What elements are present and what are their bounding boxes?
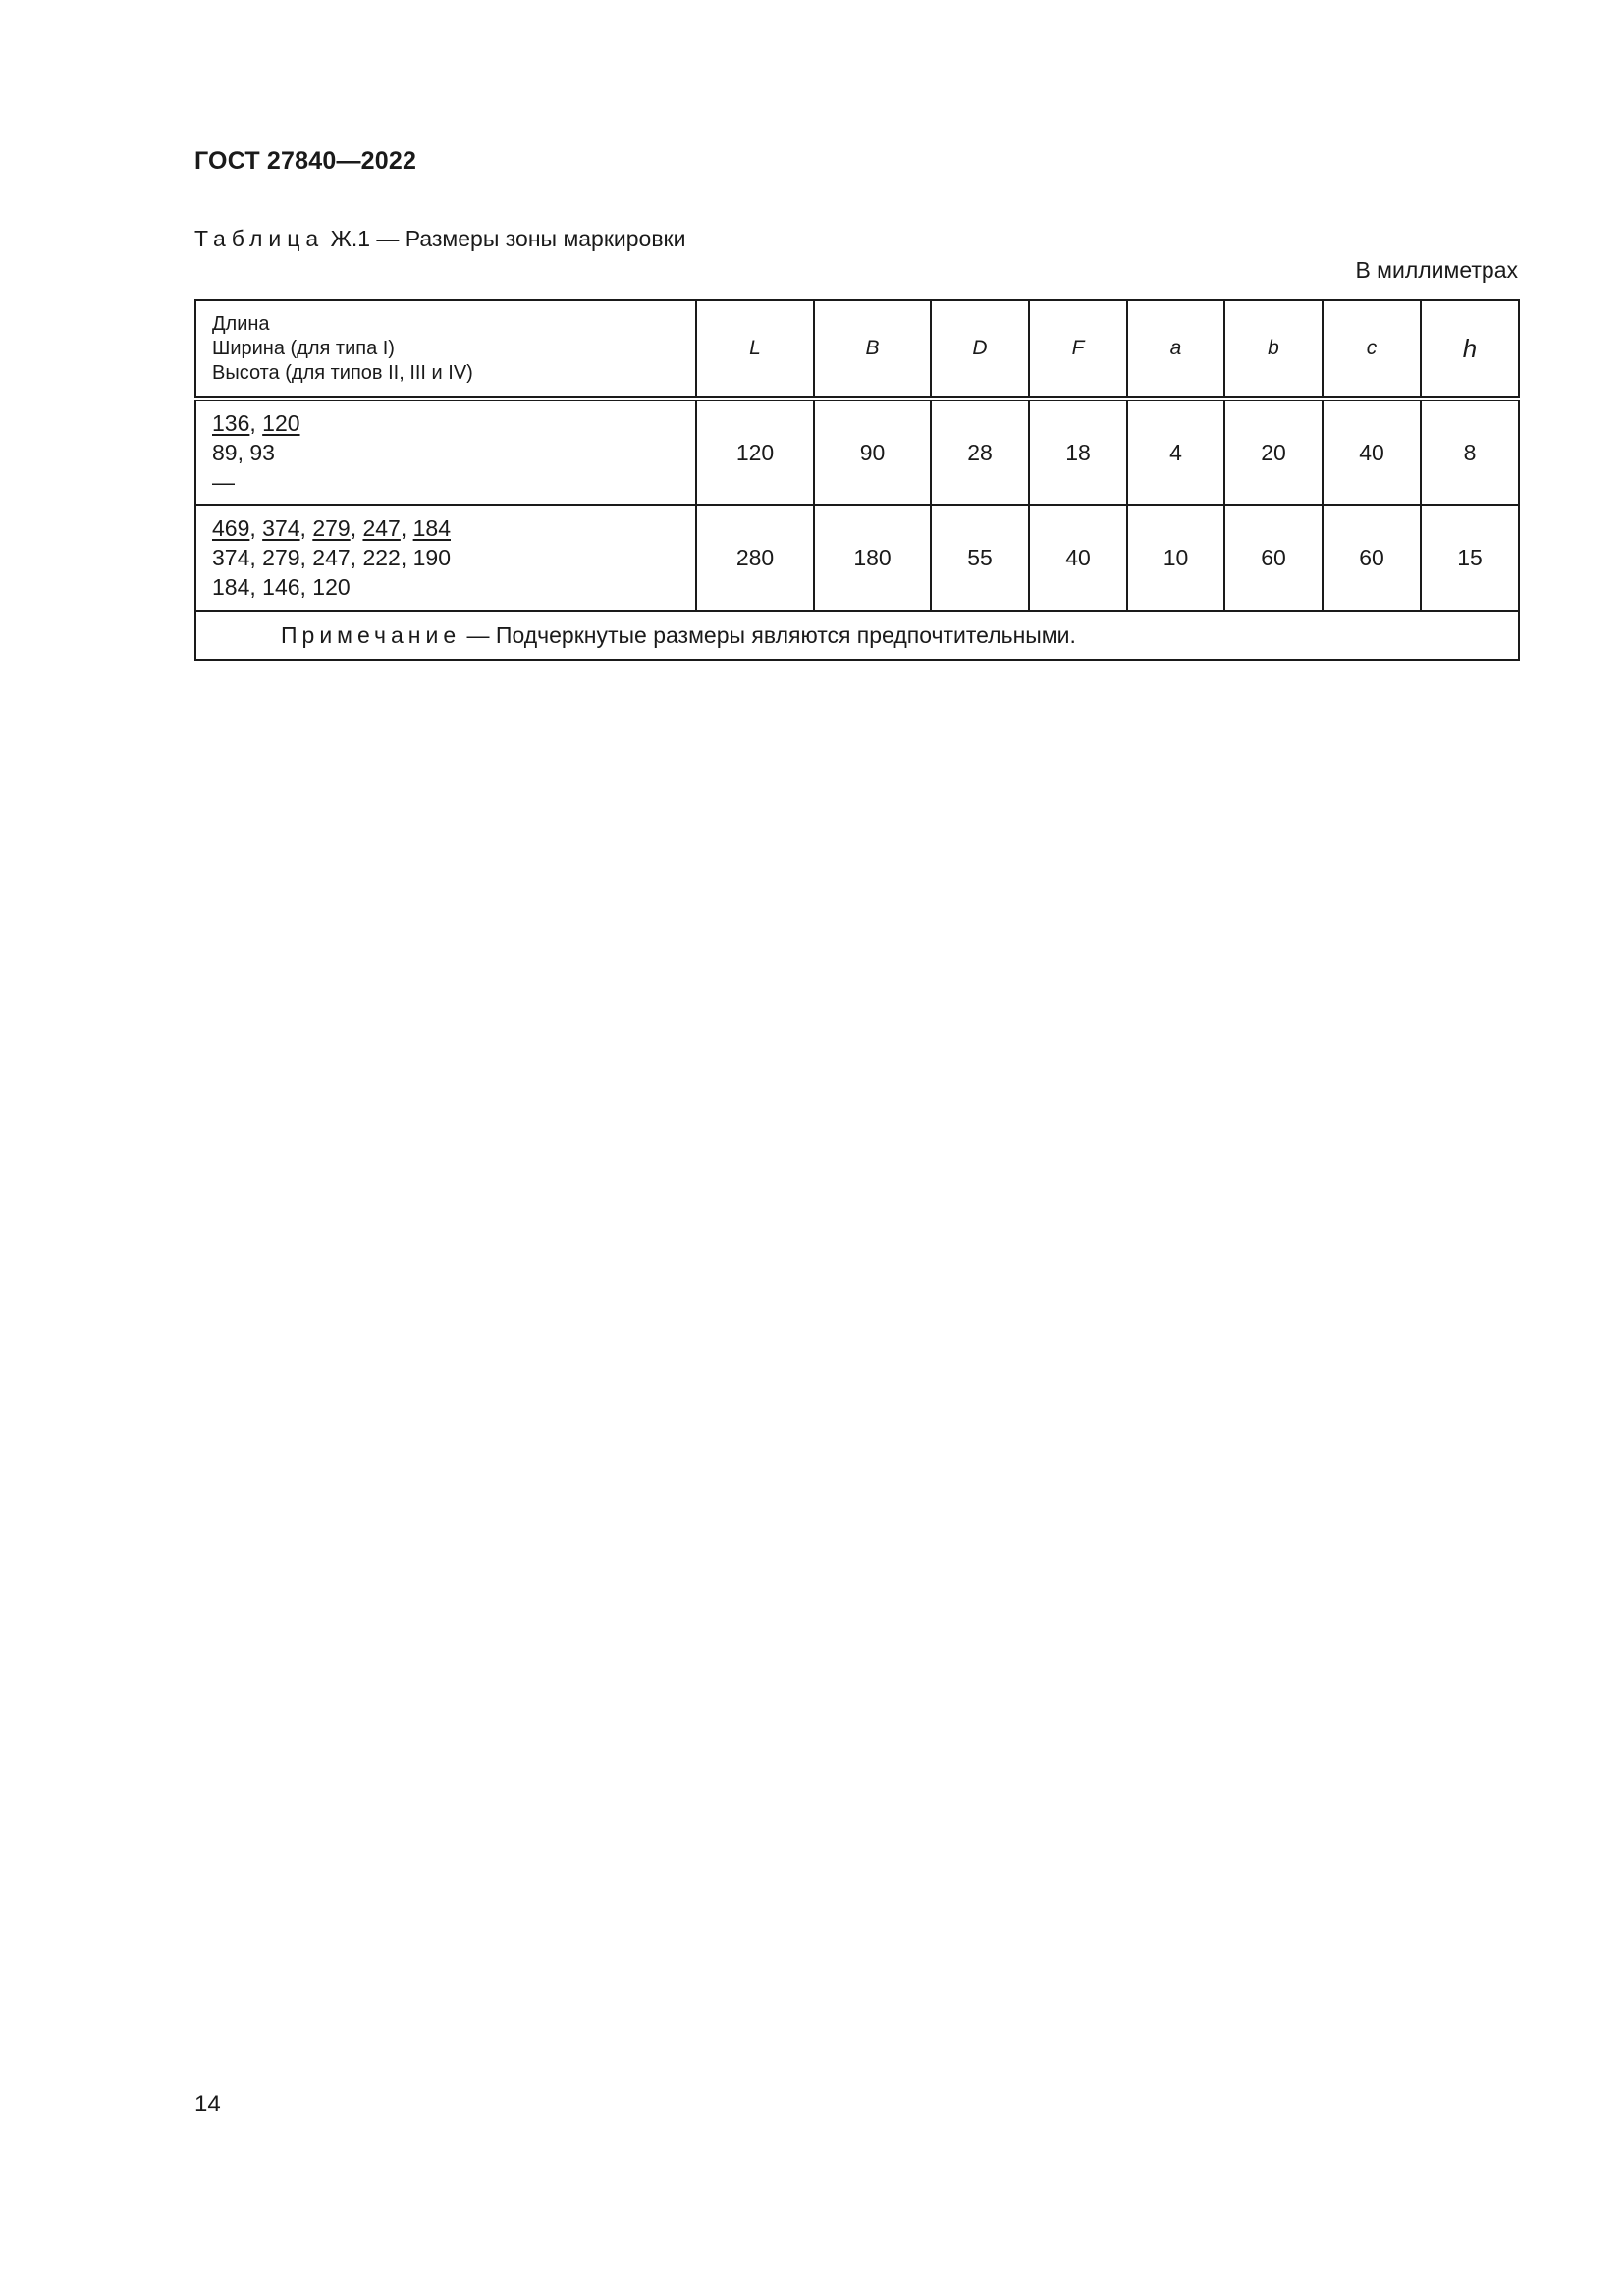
table-row: [195, 505, 1519, 611]
column-header-B: B: [814, 300, 931, 399]
preferred-length: 120: [262, 410, 300, 436]
value-D: 28: [931, 399, 1029, 505]
marking-zone-table: [194, 299, 1520, 661]
length-values: 136, 120: [212, 410, 300, 436]
column-header-D: D: [931, 300, 1029, 399]
corner-line-height: Высота (для типов II, III и IV): [212, 361, 473, 384]
column-header-b: b: [1224, 300, 1323, 399]
dimensions-cell: [195, 505, 696, 611]
value-a: 10: [1127, 505, 1224, 611]
value-D: 55: [931, 505, 1029, 611]
column-header-L: L: [696, 300, 814, 399]
value-F: 18: [1029, 399, 1127, 505]
height-values: —: [212, 469, 235, 495]
width-values: 89, 93: [212, 440, 275, 465]
dimensions-cell: [195, 399, 696, 505]
table-row: [195, 399, 1519, 505]
value-L: 120: [696, 399, 814, 505]
preferred-length: 136: [212, 410, 250, 436]
height-values: 184, 146, 120: [212, 574, 351, 600]
preferred-length: 247: [362, 515, 401, 541]
value-b: 20: [1224, 399, 1323, 505]
column-header-a: a: [1127, 300, 1224, 399]
note-label: Примечание: [281, 621, 461, 648]
note-text: — Подчеркнутые размеры являются предпочтительными.: [466, 621, 1076, 648]
preferred-length: 374: [262, 515, 300, 541]
units-label: В миллиметрах: [1355, 257, 1518, 283]
corner-line-length: Длина: [212, 312, 270, 335]
value-c: 40: [1323, 399, 1421, 505]
table-caption-title: Ж.1 — Размеры зоны маркировки: [330, 226, 686, 251]
corner-line-width: Ширина (для типа I): [212, 337, 395, 359]
preferred-length: 279: [312, 515, 351, 541]
value-B: 90: [814, 399, 931, 505]
table-caption-label: Таблица: [194, 226, 325, 251]
table-caption: [194, 226, 685, 252]
value-a: 4: [1127, 399, 1224, 505]
preferred-length: 184: [412, 515, 451, 541]
table-note-row: [195, 611, 1519, 660]
width-values: 374, 279, 247, 222, 190: [212, 545, 451, 570]
value-B: 180: [814, 505, 931, 611]
column-header-c: c: [1323, 300, 1421, 399]
header-corner-cell: [195, 300, 696, 399]
page-number: 14: [194, 2091, 221, 2117]
column-header-h: h: [1421, 300, 1519, 399]
preferred-length: 469: [212, 515, 250, 541]
value-F: 40: [1029, 505, 1127, 611]
column-header-F: F: [1029, 300, 1127, 399]
table-note: [195, 611, 1519, 660]
value-b: 60: [1224, 505, 1323, 611]
length-values: 469, 374, 279, 247, 184: [212, 515, 451, 541]
table-header-row: [195, 300, 1519, 399]
value-h: 8: [1421, 399, 1519, 505]
value-c: 60: [1323, 505, 1421, 611]
document-header: ГОСТ 27840—2022: [194, 147, 417, 175]
value-L: 280: [696, 505, 814, 611]
value-h: 15: [1421, 505, 1519, 611]
